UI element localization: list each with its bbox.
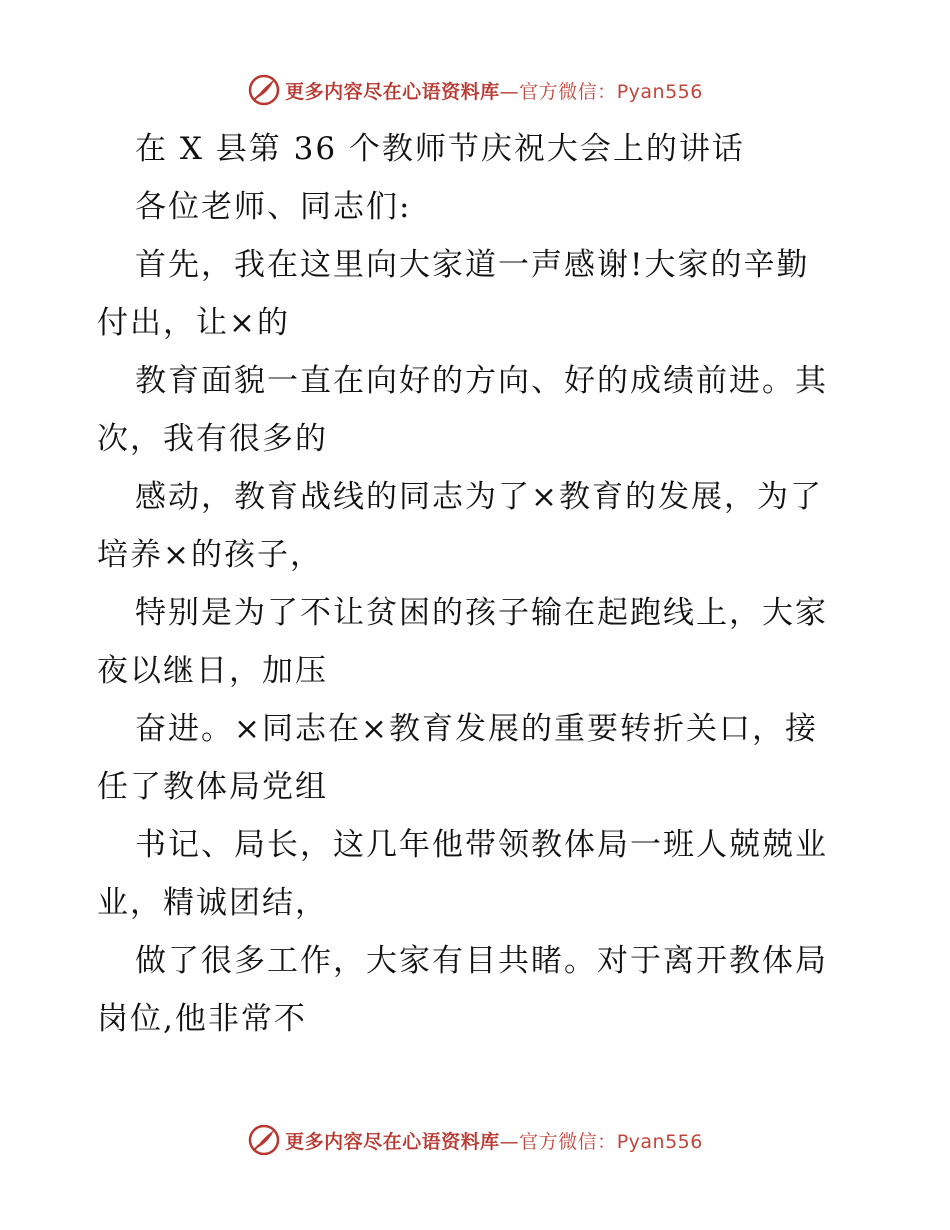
document-title: 在 X 县第 36 个教师节庆祝大会上的讲话 — [135, 131, 745, 167]
paragraph-line: 奋进。×同志在×教育发展的重要转折关口，接 — [135, 711, 818, 747]
document-salutation: 各位老师、同志们: — [135, 189, 412, 225]
feather-pen-logo-icon — [247, 73, 281, 107]
footer-banner — [0, 1120, 950, 1160]
document-body — [97, 120, 867, 1048]
paragraph-line: 夜以继日，加压 — [97, 653, 328, 689]
banner-wechat-label: 官方微信： — [519, 80, 617, 103]
banner-site-text: 更多内容尽在心语资料库 — [285, 80, 500, 103]
paragraph-line: 业，精诚团结， — [97, 885, 328, 921]
feather-pen-logo-icon — [247, 1123, 281, 1157]
paragraph-line: 感动，教育战线的同志为了×教育的发展，为了 — [135, 479, 823, 515]
banner-separator: — — [499, 80, 520, 103]
paragraph-line: 特别是为了不让贫困的孩子输在起跑线上，大家 — [135, 595, 828, 631]
banner-wechat-id: Pyan556 — [616, 80, 703, 103]
paragraph-line: 岗位,他非常不 — [97, 1001, 307, 1037]
paragraph-line: 教育面貌一直在向好的方向、好的成绩前进。其 — [135, 363, 828, 399]
paragraph-line: 任了教体局党组 — [97, 769, 328, 805]
header-banner — [0, 70, 950, 110]
paragraph-line: 首先，我在这里向大家道一声感谢!大家的辛勤 — [135, 247, 810, 283]
banner-wechat-id: Pyan556 — [616, 1130, 703, 1153]
paragraph-line: 培养×的孩子， — [97, 537, 323, 573]
banner-separator: — — [499, 1130, 520, 1153]
paragraph-line: 做了很多工作，大家有目共睹。对于离开教体局 — [135, 943, 828, 979]
paragraph-line: 付出，让×的 — [97, 305, 290, 341]
banner-text — [285, 77, 703, 104]
banner-text — [285, 1127, 703, 1154]
paragraph-line: 次，我有很多的 — [97, 421, 328, 457]
banner-wechat-label: 官方微信： — [519, 1130, 617, 1153]
paragraph-line: 书记、局长，这几年他带领教体局一班人兢兢业 — [135, 827, 828, 863]
banner-site-text: 更多内容尽在心语资料库 — [285, 1130, 500, 1153]
